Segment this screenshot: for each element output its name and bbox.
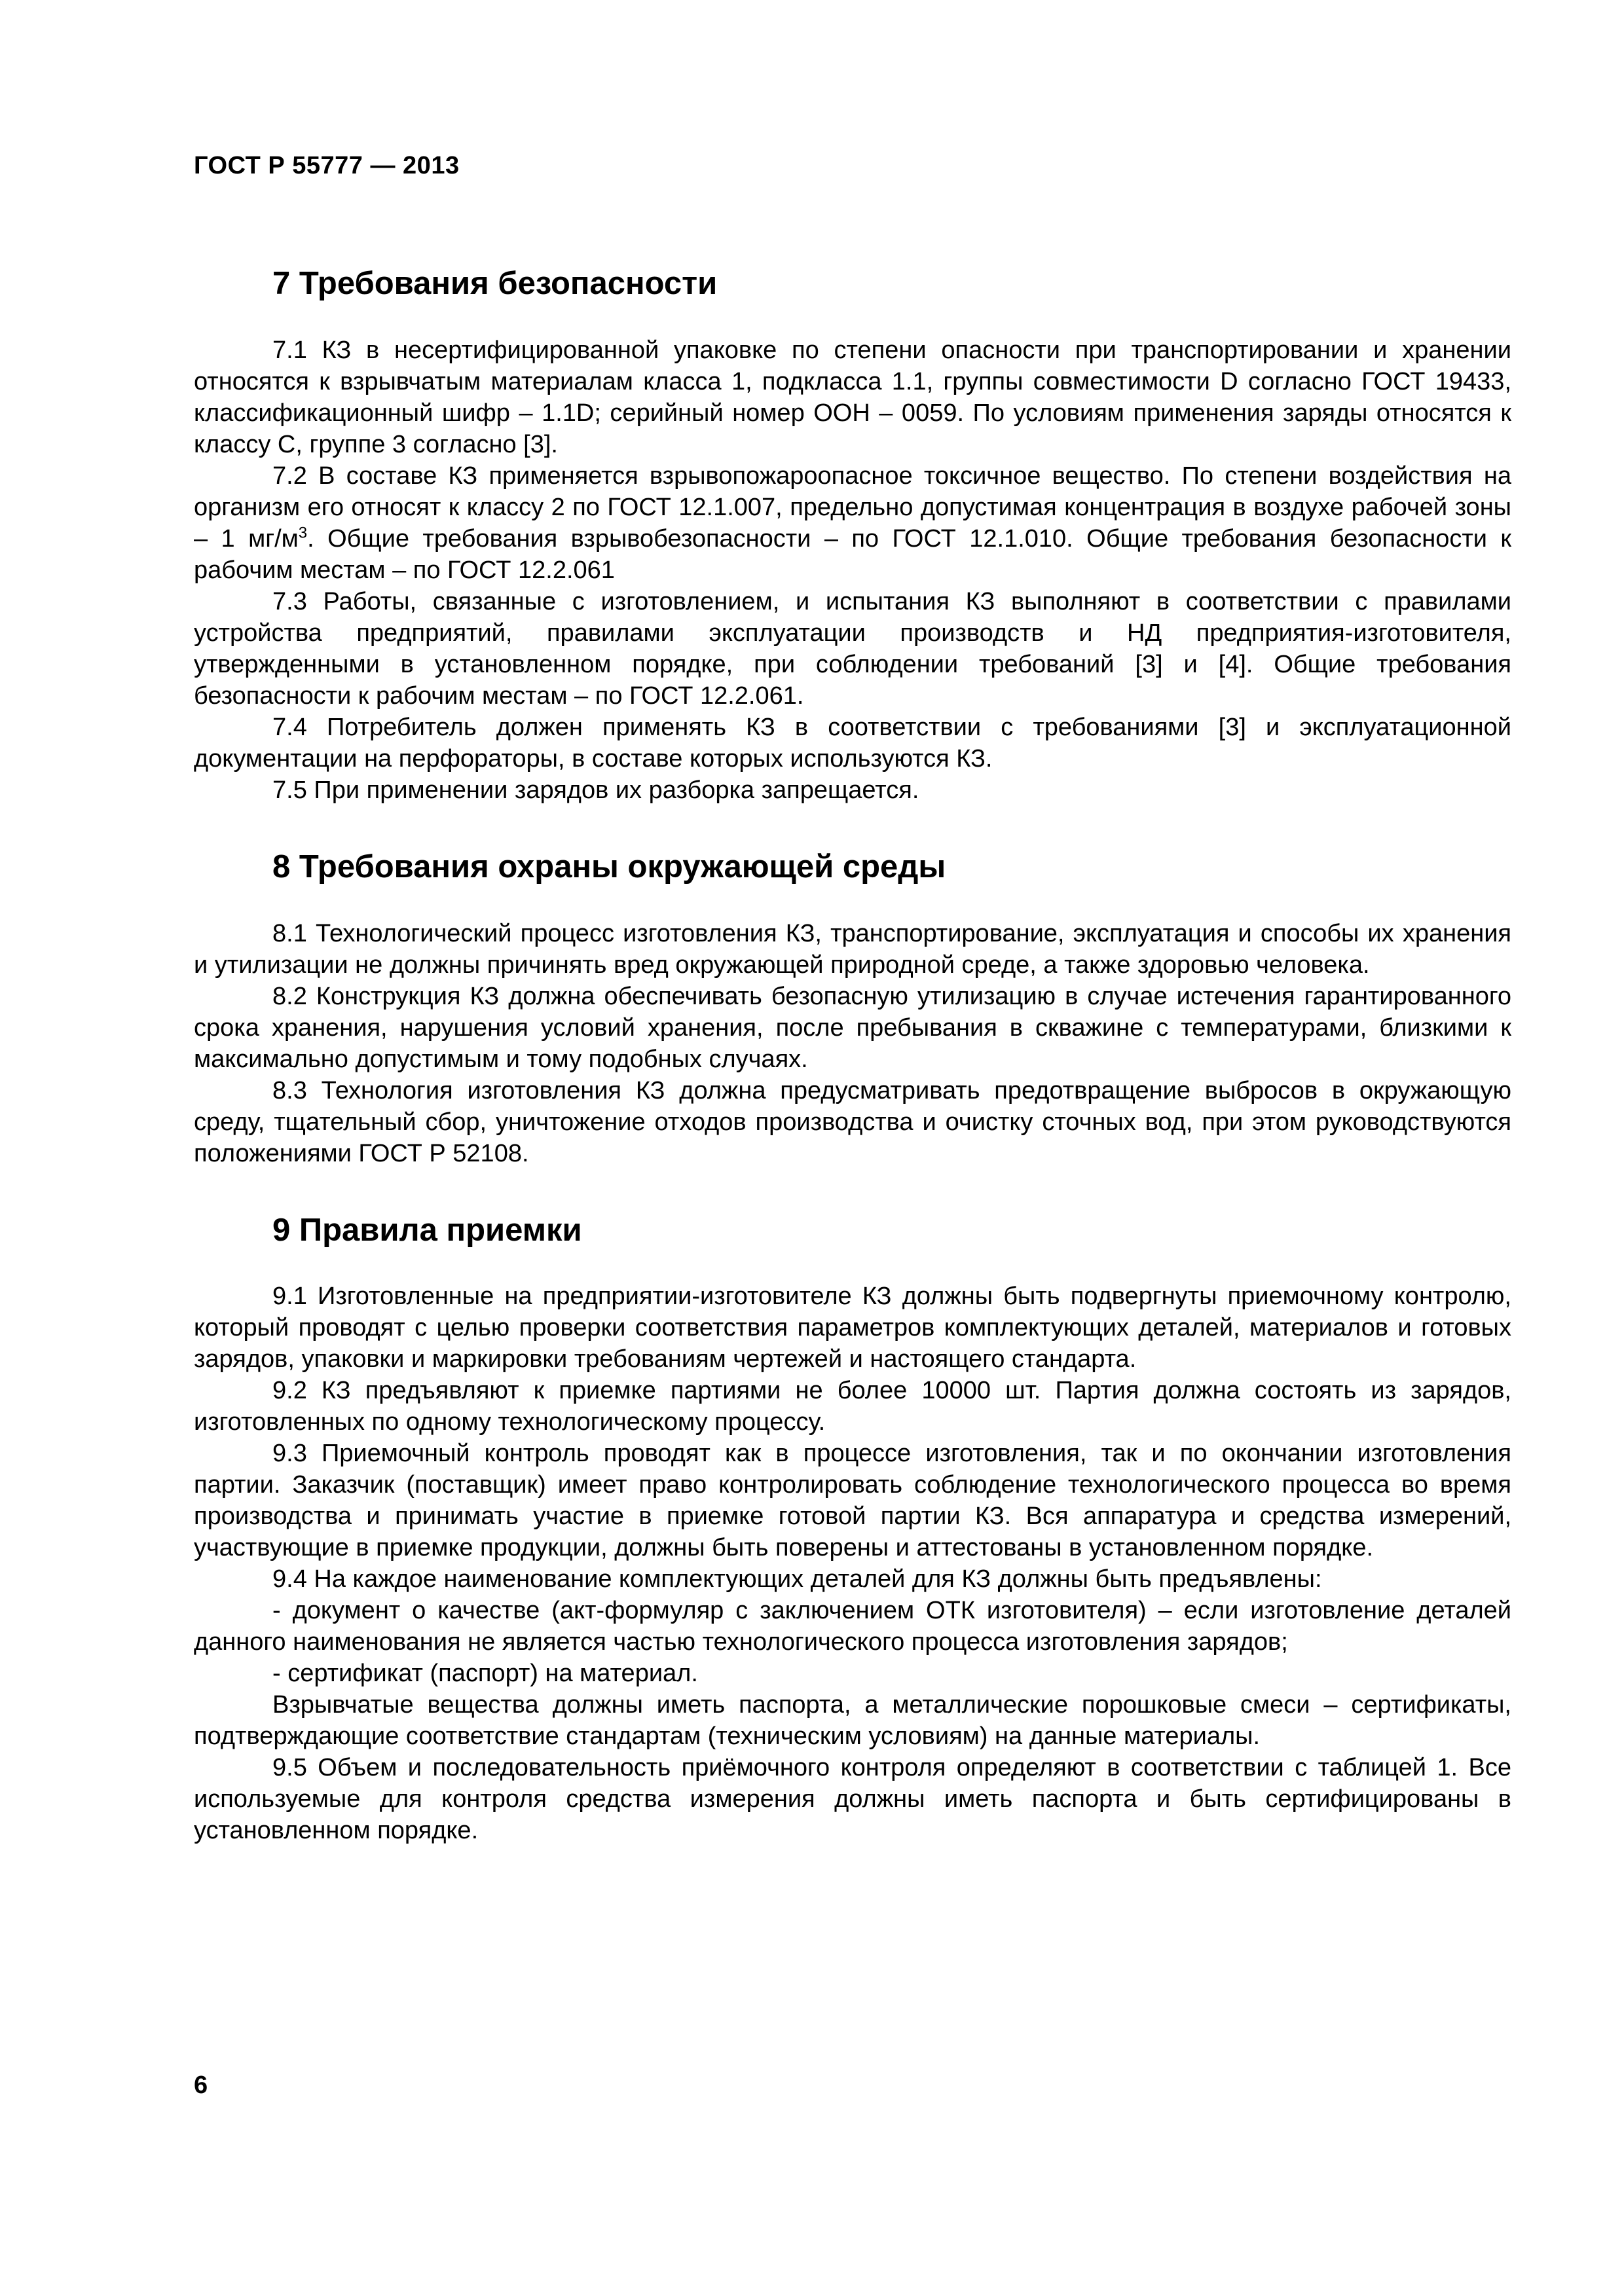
superscript-3: 3	[298, 524, 308, 542]
paragraph-9-4: 9.4 На каждое наименование комплектующих деталей для КЗ должны быть предъявлены:	[272, 1565, 1322, 1594]
list-item: - документ о качестве (акт-формуляр с заключением ОТК изготовителя) – если изготовление деталей данного наименования не является частью технологического процесса изготовления зарядов;	[194, 1597, 1511, 1656]
paragraph-7-2-text-a: 7.2 В составе КЗ применяется взрывопожароопасное токсичное вещество. По степени воздействия на организм его относят к классу 2 по ГОСТ 12.1.007, предельно допустимая концентрация в воздухе рабочей зоны – 1 мг/м	[194, 462, 1511, 553]
section-title: 9 Правила приемки	[272, 1212, 582, 1248]
section-spacer	[194, 806, 1511, 848]
section-title: 7 Требования безопасности	[272, 266, 718, 301]
list-item: - сертификат (паспорт) на материал.	[272, 1660, 698, 1688]
paragraph-9-5: 9.5 Объем и последовательность приёмочного контроля определяют в соответствии с таблицей 1. Все используемые для контроля средства измерения должны иметь паспорта и быть сертифицированы в установленном порядке.	[194, 1754, 1511, 1845]
paragraph-7-1: 7.1 КЗ в несертифицированной упаковке по степени опасности при транспортировании и хранении относятся к взрывчатым материалам класса 1, подкласса 1.1, группы совместимости D согласно ГОСТ 19433, классификационный шифр – 1.1D; серийный номер ООН – 0059. По условиям применения заряды относятся к классу С, группе 3 согласно [3].	[194, 336, 1511, 458]
paragraph-8-3: 8.3 Технология изготовления КЗ должна предусматривать предотвращение выбросов в окружающую среду, тщательный сбор, уничтожение отходов производства и очистку сточных вод, при этом руководствуются положениями ГОСТ Р 52108.	[194, 1076, 1511, 1167]
section-spacer	[194, 1169, 1511, 1211]
paragraph-8-2: 8.2 Конструкция КЗ должна обеспечивать безопасную утилизацию в случае истечения гарантированного срока хранения, нарушения условий хранения, после пребывания в скважине с температурами, близкими к максимально допустимым и тому подобных случаях.	[194, 982, 1511, 1073]
paragraph-9-1: 9.1 Изготовленные на предприятии-изготовителе КЗ должны быть подвергнуты приемочному контролю, который проводят с целью проверки соответствия параметров комплектующих деталей, материалов и готовых зарядов, упаковки и маркировки требованиям чертежей и настоящего стандарта.	[194, 1283, 1511, 1374]
section-9	[194, 1211, 1511, 1847]
page-number: 6	[194, 2071, 208, 2099]
paragraph-9-2: 9.2 КЗ предъявляют к приемке партиями не более 10000 шт. Партия должна состоять из зарядов, изготовленных по одному технологическому процессу.	[194, 1377, 1511, 1436]
paragraph-7-4: 7.4 Потребитель должен применять КЗ в соответствии с требованиями [3] и эксплуатационной документации на перфораторы, в составе которых используются КЗ.	[194, 713, 1511, 773]
section-title: 8 Требования охраны окружающей среды	[272, 848, 946, 884]
paragraph-9-3: 9.3 Приемочный контроль проводят как в процессе изготовления, так и по окончании изготовления партии. Заказчик (поставщик) имеет право контролировать соблюдение технологического процесса во время производства и принимать участие в приемке готовой партии КЗ. Вся аппаратура и средства измерений, участвующие в приемке продукции, должны быть поверены и аттестованы в установленном порядке.	[194, 1440, 1511, 1562]
section-7	[194, 264, 1511, 806]
paragraph-7-3: 7.3 Работы, связанные с изготовлением, и испытания КЗ выполняют в соответствии с правилами устройства предприятий, правилами эксплуатации производств и НД предприятия-изготовителя, утвержденными в установленном порядке, при соблюдении требований [3] и [4]. Общие требования безопасности к рабочим местам – по ГОСТ 12.2.061.	[194, 587, 1511, 710]
document-body	[194, 264, 1511, 1846]
paragraph-7-5: 7.5 При применении зарядов их разборка запрещается.	[272, 776, 919, 804]
paragraph-7-2-text-b: . Общие требования взрывобезопасности – по ГОСТ 12.1.010. Общие требования безопасности к рабочим местам – по ГОСТ 12.2.061	[194, 524, 1511, 584]
document-header: ГОСТ Р 55777 — 2013	[194, 152, 460, 179]
paragraph-8-1: 8.1 Технологический процесс изготовления КЗ, транспортирование, эксплуатация и способы их хранения и утилизации не должны причинять вред окружающей природной среде, а также здоровью человека.	[194, 919, 1511, 979]
paragraph-9-4-continuation: Взрывчатые вещества должны иметь паспорта, а металлические порошковые смеси – сертификаты, подтверждающие соответствие стандартам (техническим условиям) на данные материалы.	[194, 1691, 1511, 1751]
section-8	[194, 848, 1511, 1169]
paragraph-7-2	[194, 460, 1511, 586]
